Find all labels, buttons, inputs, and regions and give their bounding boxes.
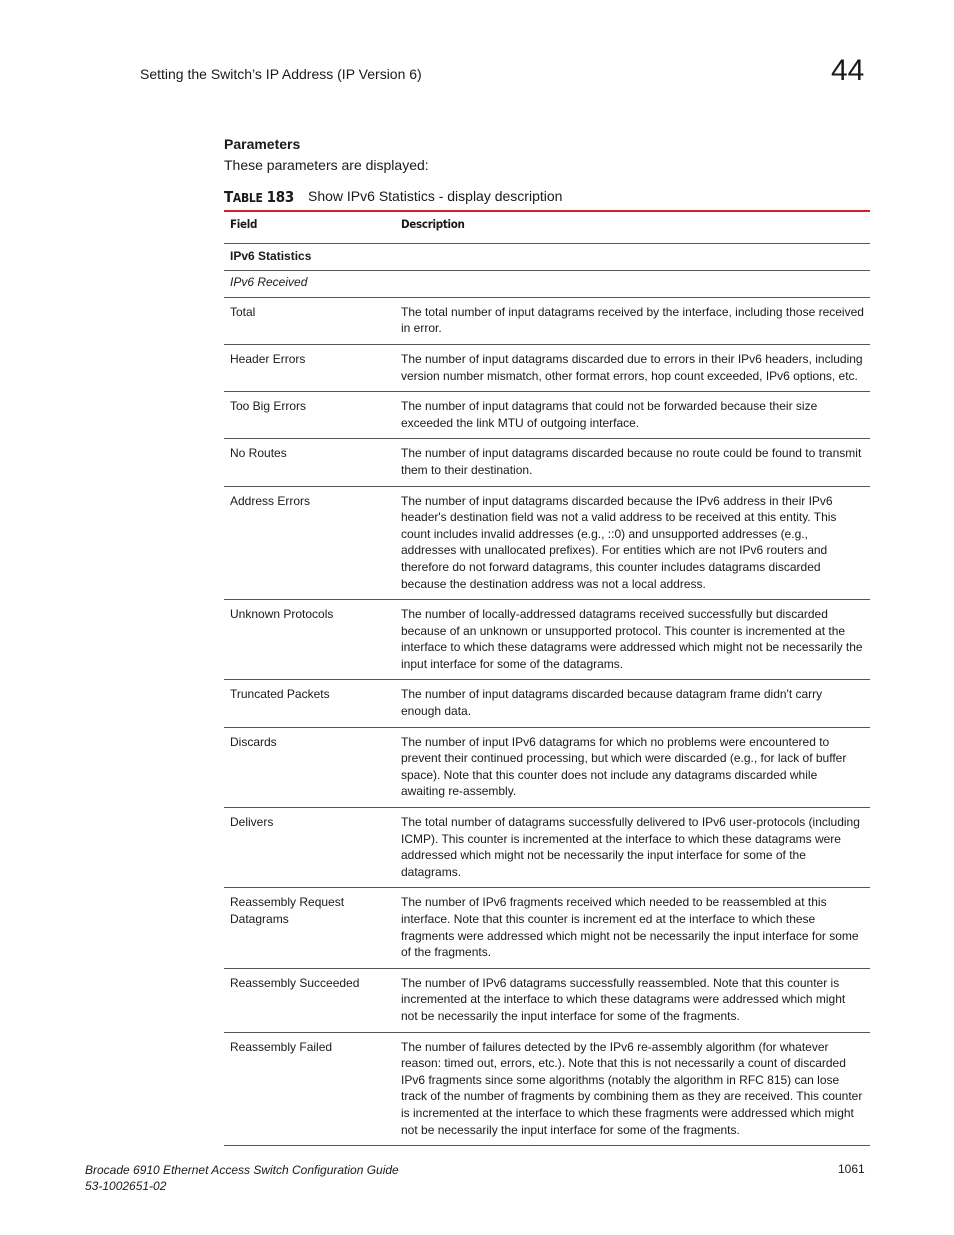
field-cell: Address Errors [224,486,395,600]
group-heading: IPv6 Statistics [224,243,870,271]
field-cell: Unknown Protocols [224,600,395,680]
table-row [224,680,870,727]
table-label-prefix-initial: T [224,188,233,206]
statistics-table [224,210,870,1146]
table-row [224,297,870,344]
description-cell: The number of input IPv6 datagrams for which no problems were encountered to prevent their continued processing, but which were discarded (e.g., for lack of buffer space). Note that this counter does not include any datagrams discarded while awaiting re-assembly. [395,727,870,807]
page-number: 1061 [838,1162,865,1176]
doc-number: 53-1002651-02 [85,1179,167,1193]
field-cell: Header Errors [224,344,395,391]
field-cell: Reassembly Succeeded [224,968,395,1032]
description-cell: The number of input datagrams discarded because the IPv6 address in their IPv6 header's destination field was not a valid address to be received at this entity. This count includes invalid addresses (e.g., ::0) and unsupported addresses (e.g., addresses with unallocated prefixes). For entities which are not IPv6 routers and therefore do not forward datagrams, this counter includes datagrams discarded because the destination address was not a local address. [395,486,870,600]
table-caption [224,188,563,206]
description-cell: The total number of datagrams successfully delivered to IPv6 user-protocols (including ICMP). This counter is incremented at the interface to which these datagrams were addressed which might not be necessarily the input interface for some of the datagrams. [395,808,870,888]
description-cell: The number of input datagrams discarded due to errors in their IPv6 headers, including version number mismatch, other format errors, hop count exceeded, IPv6 options, etc. [395,344,870,391]
table-label-prefix-rest: ABLE [232,191,263,205]
field-cell: Truncated Packets [224,680,395,727]
chapter-number: 44 [831,54,865,87]
description-cell: The number of input datagrams that could not be forwarded because their size exceeded the link MTU of outgoing interface. [395,392,870,439]
footer-left [85,1162,399,1194]
table-row [224,344,870,391]
table-label [224,190,294,206]
description-cell: The total number of input datagrams received by the interface, including those received in error. [395,297,870,344]
column-header-description: Description [395,211,870,243]
field-cell: Too Big Errors [224,392,395,439]
field-cell: No Routes [224,439,395,486]
field-cell: Reassembly Request Datagrams [224,888,395,968]
table-row [224,968,870,1032]
group-heading-row [224,243,870,271]
table-row [224,439,870,486]
table-header-row [224,211,870,243]
table-title: Show IPv6 Statistics - display description [308,188,563,204]
table-row [224,727,870,807]
description-cell: The number of IPv6 fragments received which needed to be reassembled at this interface. Note that this counter is increment ed at the interface to which these fragments were addressed which might not be necessarily the input interface for some of the fragments. [395,888,870,968]
field-cell: Delivers [224,808,395,888]
table-row [224,808,870,888]
section-intro: These parameters are displayed: [224,157,429,173]
field-cell: Reassembly Failed [224,1032,395,1146]
subgroup-heading-row [224,271,870,298]
table-row [224,1032,870,1146]
running-title: Setting the Switch’s IP Address (IP Version 6) [140,66,422,82]
section-heading: Parameters [224,136,301,152]
guide-title: Brocade 6910 Ethernet Access Switch Configuration Guide [85,1163,399,1177]
description-cell: The number of failures detected by the IPv6 re-assembly algorithm (for whatever reason: timed out, errors, etc.). Note that this is not necessarily a count of discarded IPv6 fragments since some algorithms (notably the algorithm in RFC 815) can lose track of the number of fragments by combining them as they are received. This counter is incremented at the interface to which these fragments were addressed which might not be necessarily the input interface for some of the fragments. [395,1032,870,1146]
field-cell: Discards [224,727,395,807]
description-cell: The number of input datagrams discarded because no route could be found to transmit them to their destination. [395,439,870,486]
table-label-number: 183 [266,188,294,206]
table-row [224,888,870,968]
table-row [224,486,870,600]
description-cell: The number of locally-addressed datagrams received successfully but discarded because of an unknown or unsupported protocol. This counter is incremented at the interface to which these datagrams were addressed which might not be necessarily the input interface for some of the datagrams. [395,600,870,680]
description-cell: The number of IPv6 datagrams successfully reassembled. Note that this counter is incremented at the interface to which these datagrams were addressed which might not be necessarily the input interface for some of the fragments. [395,968,870,1032]
subgroup-heading: IPv6 Received [224,271,870,298]
field-cell: Total [224,297,395,344]
table-row [224,600,870,680]
column-header-field: Field [224,211,395,243]
table-row [224,392,870,439]
description-cell: The number of input datagrams discarded because datagram frame didn't carry enough data. [395,680,870,727]
